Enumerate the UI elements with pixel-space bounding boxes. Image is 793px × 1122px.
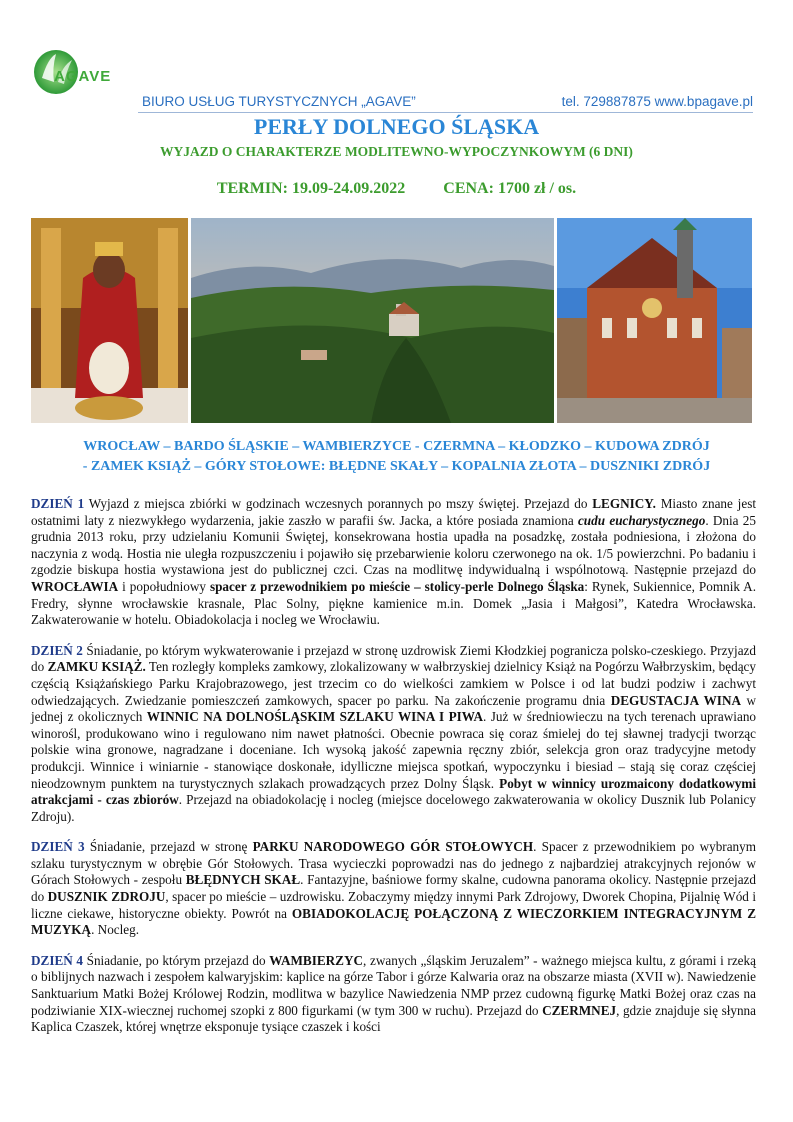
- day-label: DZIEŃ 4: [31, 952, 83, 968]
- logo-text: AGAVE: [54, 68, 112, 85]
- page-title: PERŁY DOLNEGO ŚLĄSKA: [253, 114, 540, 139]
- page-subtitle: WYJAZD O CHARAKTERZE MODLITEWNO-WYPOCZYNKOWYM (6 DNI): [160, 144, 633, 159]
- price-label: CENA:: [443, 180, 494, 197]
- agency-name: BIURO USŁUG TURYSTYCZNYCH „AGAVE”: [142, 94, 416, 109]
- day-4: DZIEŃ 4 Śniadanie, po którym przejazd do WAMBIERZYC, zwanych „śląskim Jeruzalem” - ważnego miejsca kultu, z górami i rzeką o biblijnych nazwach i zespołem kalwaryjskim: kaplice na górze Tabor i górze Kalwaria oraz na obszarze miasta (XVII w). Nawiedzenie Sanktuarium Matki Bożej Królowej Rodzin, modlitwa w bazylice Nawiedzenia NMP przez cudowną figurkę Matki Bożej oraz czas na podziwianie XIX-wiecznej ruchomej szopki z 800 figurkami (w tym 300 w ruchu). Przejazd do CZERMNEJ, gdzie znajduje się słynna Kaplica Czaszek, której wnętrze eksponuje tysiące czaszek i kości: [31, 952, 756, 1035]
- route-line-1: WROCŁAW – BARDO ŚLĄSKIE – WAMBIERZYCE - CZERMNA – KŁODZKO – KUDOWA ZDRÓJ: [83, 439, 710, 454]
- route-summary: [28, 437, 765, 477]
- day-label: DZIEŃ 2: [31, 642, 83, 658]
- header-divider: [138, 112, 753, 113]
- day-3: DZIEŃ 3 Śniadanie, przejazd w stronę PARKU NARODOWEGO GÓR STOŁOWYCH. Spacer z przewodnikiem po wybranym szlaku turystycznym w obrębie Gór Stołowych. Trasa wycieczki poprowadzi nas do jednego z najbardziej atrakcyjnych rejonów w Górach Stołowych - zespołu BŁĘDNYCH SKAŁ. Fantazyjne, baśniowe formy skalne, cudowna panorama okolicy. Następnie przejazd do DUSZNIK ZDROJU, spacer po mieście – uzdrowisku. Zobaczymy między innymi Park Zdrojowy, Dworek Chopina, Pijalnię Wód i liczne ciekawe, historyczne obiekty. Powrót na OBIADOKOLACJĘ POŁĄCZONĄ Z WIECZORKIEM INTEGRACYJNYM Z MUZYKĄ. Nocleg.: [31, 839, 757, 938]
- photo-ksiaz-castle: [191, 218, 554, 423]
- term-dates: 19.09-24.09.2022: [291, 180, 406, 197]
- agency-contact: tel. 729887875 www.bpagave.pl: [561, 94, 753, 109]
- itinerary: [31, 496, 756, 1050]
- price-value: 1700 zł / os.: [497, 180, 577, 197]
- route-line-2: - ZAMEK KSIĄŻ – GÓRY STOŁOWE: BŁĘDNE SKAŁY – KOPALNIA ZŁOTA – DUSZNIKI ZDRÓJ: [82, 459, 711, 474]
- day-2: DZIEŃ 2 Śniadanie, po którym wykwaterowanie i przejazd w stronę uzdrowisk Ziemi Kłodzkiej pogranicza polsko-czeskiego. Przyjazd do ZAMKU KSIĄŻ. Ten rozległy kompleks zamkowy, zlokalizowany w wałbrzyskiej dzielnicy Książ na Pogórzu Wałbrzyskim, będący częścią Książańskiego Parku Krajobrazowego, jest trzecim co do wielkości zamkiem w Polsce i od lat budzi podziw i zachwyt odwiedzających. Zwiedzanie pomieszczeń zamkowych, spacer po parku. Na zakończenie programu dnia DEGUSTACJA WINA w jednej z okolicznych WINNIC NA DOLNOŚLĄSKIM SZLAKU WINA I PIWA. Już w średniowieczu na tych terenach uprawiano winorośl, produkowano wino i regulowano nim nawet płatności. Obecnie powraca się coraz śmielej do tej sławnej tradycji tworząc polskie wina gronowe, nagradzane i doceniane. Ich wysoką jakość zapewnia ręczny zbiór, selekcja gron oraz tradycyjne metody produkcji. Winnice i winiarnie - stanowiące doskonałe, idylliczne miejsca spotkań, wypoczynku i biesiad – stają się coraz częściej nieodzownym punktem na turystycznych szlakach prowadzących przez Dolny Śląsk. Pobyt w winnicy urozmaicony dodatkowymi atrakcjami - czas zbiorów. Przejazd na obiadokolację i nocleg (miejsce docelowego zakwaterowania w okolicy Dusznik lub Polanicy Zdroju).: [31, 642, 757, 824]
- photo-madonna-statue: [31, 218, 188, 423]
- trip-term: [0, 180, 793, 198]
- term-label: TERMIN:: [216, 180, 288, 197]
- day-label: DZIEŃ 3: [31, 839, 85, 855]
- photo-wroclaw-town-hall: [557, 218, 752, 423]
- day-label: DZIEŃ 1: [31, 496, 85, 511]
- day-1: DZIEŃ 1 Wyjazd z miejsca zbiórki w godzinach wczesnych porannych po mszy świętej. Przejazd do LEGNICY. Miasto znane jest ostatnimi laty z niezwykłego wydarzenia, jakie zaszło w parafii św. Jacka, a które posiada znamiona cudu eucharystycznego. Dnia 25 grudnia 2013 roku, przy udzielaniu Komunii Świętej, konsekrowana hostia upadła na posadzkę, została podniesiona, i złożona do naczynia z wodą. Hostia nie uległa rozpuszczeniu i pojawiło się przebarwienie koloru czerwonego na ok. 1/5 powierzchni. Po badaniu i zgodzie biskupa hostia wystawiona jest do publicznej czci. Czas na modlitwę indywidualną i wspólnotową. Następnie przejazd do WROCŁAWIA i popołudniowy spacer z przewodnikiem po mieście – stolicy-perle Dolnego Śląska: Rynek, Sukiennice, Pomnik A. Fredry, słynne wrocławskie krasnale, Plac Solny, piękne kamienice m.in. Domek „Jasia i Małgosi”, Katedra Wrocławska. Zakwaterowanie w hotelu. Obiadokolacja i nocleg we Wrocławiu.: [31, 496, 757, 628]
